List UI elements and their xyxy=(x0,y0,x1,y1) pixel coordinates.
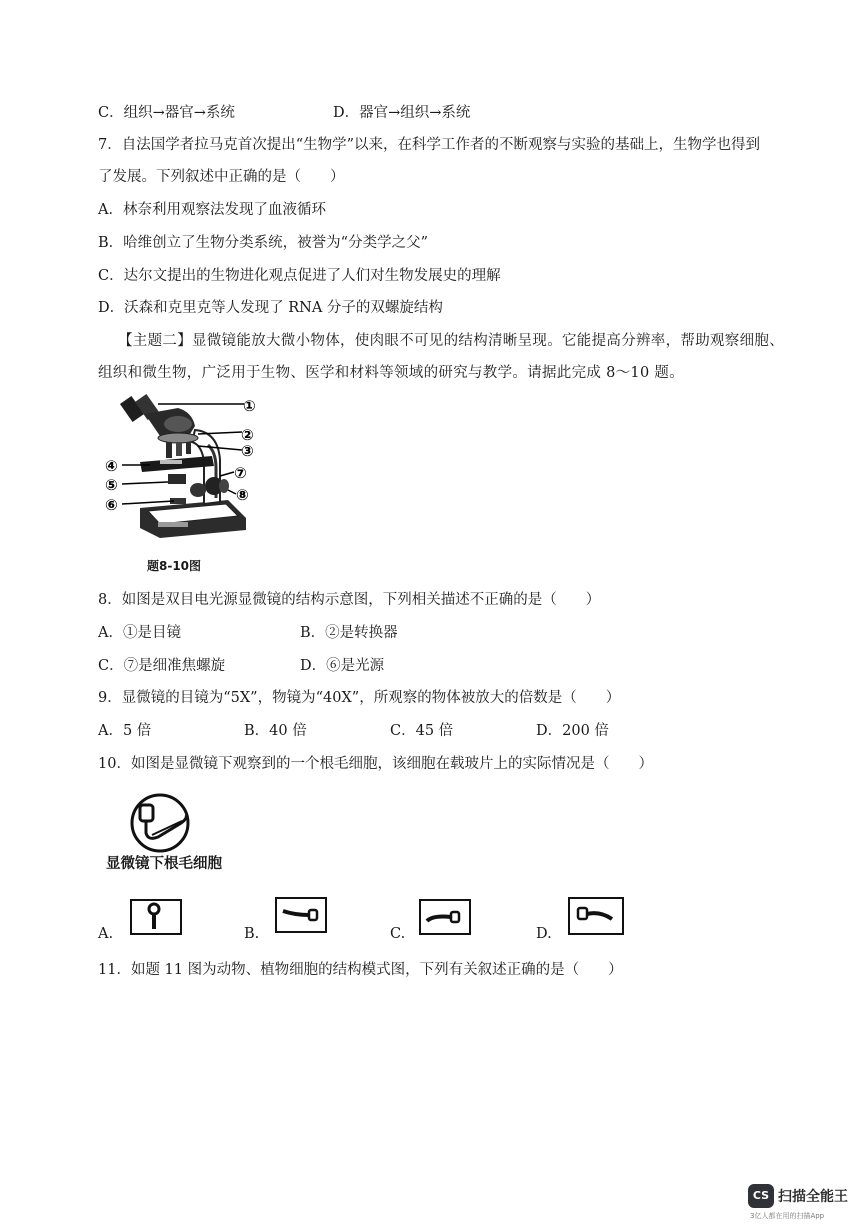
label-1: ① xyxy=(243,397,256,415)
q6-option-c: C．组织→器官→系统 xyxy=(98,105,235,121)
q8-option-c: C．⑦是细准焦螺旋 xyxy=(98,658,226,674)
q10-option-c-label: C. xyxy=(390,926,406,942)
label-7: ⑦ xyxy=(234,464,247,482)
q7-option-c: C．达尔文提出的生物进化观点促进了人们对生物发展史的理解 xyxy=(98,268,501,284)
watermark-name: 扫描全能王 xyxy=(778,1189,848,1205)
watermark-subtitle: 3亿人都在用的扫描App xyxy=(750,1212,825,1220)
q9-option-c: C．45 倍 xyxy=(390,723,454,739)
figure-caption: 题8-10图 xyxy=(147,559,202,573)
q10-option-d-label: D. xyxy=(536,926,552,942)
label-3: ③ xyxy=(241,442,254,460)
q9-option-d: D．200 倍 xyxy=(536,723,609,739)
topic2-line2: 组织和微生物，广泛用于生物、医学和材料等领域的研究与教学。请据此完成 8～10 题。 xyxy=(98,365,684,381)
camscanner-logo-icon: CS xyxy=(748,1184,774,1208)
scanner-watermark xyxy=(748,1180,860,1220)
q8-option-a: A．①是目镜 xyxy=(98,625,181,641)
q8-option-d: D．⑥是光源 xyxy=(300,658,385,674)
q7-option-d: D．沃森和克里克等人发现了 RNA 分子的双螺旋结构 xyxy=(98,300,443,316)
q10-option-d-image xyxy=(568,897,624,935)
q9-stem: 9．显微镜的目镜为“5X”，物镜为“40X”，所观察的物体被放大的倍数是（ ） xyxy=(98,690,621,706)
q8-stem: 8．如图是双目电光源显微镜的结构示意图，下列相关描述不正确的是（ ） xyxy=(98,592,601,608)
q7-option-a: A．林奈利用观察法发现了血液循环 xyxy=(98,202,326,218)
root-hair-cell-figure xyxy=(128,793,198,853)
topic2-line1: 【主题二】显微镜能放大微小物体，使肉眼不可见的结构清晰呈现。它能提高分辨率，帮助观察细胞、 xyxy=(118,333,784,349)
q10-option-b-image xyxy=(275,897,327,933)
q10-stem: 10．如图是显微镜下观察到的一个根毛细胞，该细胞在载玻片上的实际情况是（ ） xyxy=(98,756,653,772)
label-6: ⑥ xyxy=(105,496,118,514)
q10-option-c-image xyxy=(419,899,471,935)
q10-option-a-label: A. xyxy=(98,926,114,942)
cell-caption: 显微镜下根毛细胞 xyxy=(106,856,222,872)
label-2: ② xyxy=(241,426,254,444)
q6-option-d: D．器官→组织→系统 xyxy=(333,105,471,121)
q10-option-a-image xyxy=(130,899,182,935)
q9-option-a: A．5 倍 xyxy=(98,723,152,739)
q10-option-b-label: B. xyxy=(244,926,260,942)
q9-option-b: B．40 倍 xyxy=(244,723,307,739)
label-4: ④ xyxy=(105,457,118,475)
microscope-figure xyxy=(100,390,280,550)
label-8: ⑧ xyxy=(236,486,249,504)
q8-option-b: B．②是转换器 xyxy=(300,625,398,641)
q7-stem-line1: 7．自法国学者拉马克首次提出“生物学”以来，在科学工作者的不断观察与实验的基础上，生物学也得到 xyxy=(98,137,761,153)
q7-stem-line2: 了发展。下列叙述中正确的是（ ） xyxy=(98,169,345,185)
q11-stem: 11．如题 11 图为动物、植物细胞的结构模式图，下列有关叙述正确的是（ ） xyxy=(98,962,623,978)
q7-option-b: B．哈维创立了生物分类系统，被誉为“分类学之父” xyxy=(98,235,428,251)
label-5: ⑤ xyxy=(105,476,118,494)
